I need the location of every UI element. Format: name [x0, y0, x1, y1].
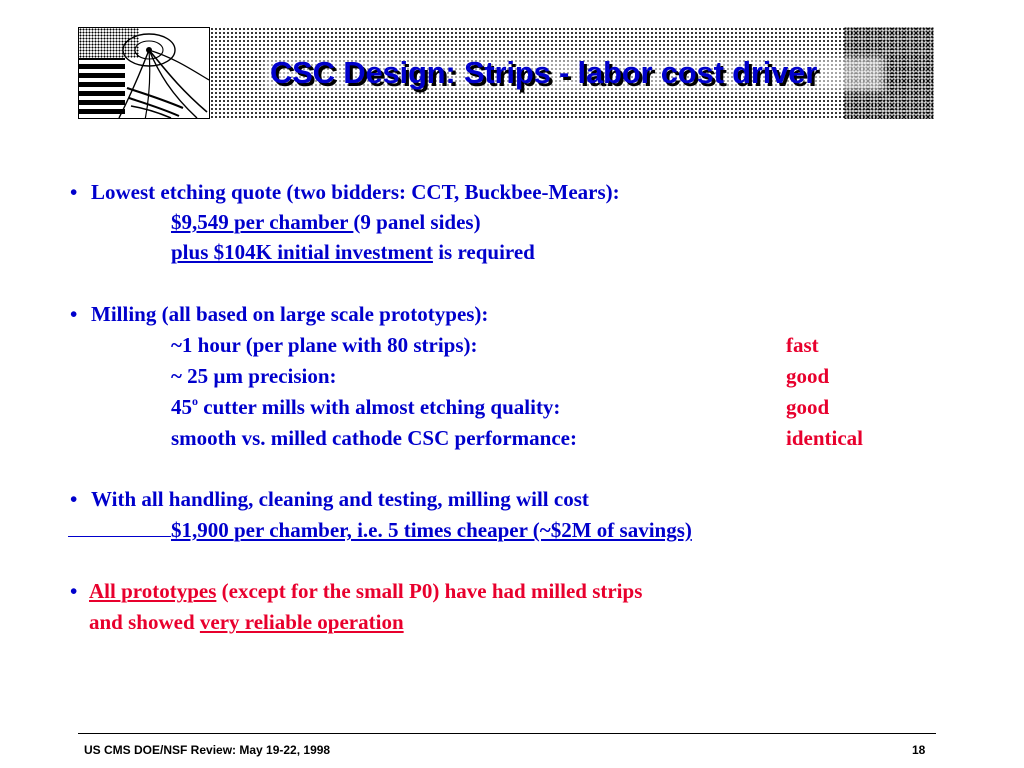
milling-row-value: good [786, 395, 830, 419]
prototypes-detail: (except for the small P0) have had milled strips [216, 579, 643, 603]
degree-superscript: o [192, 394, 198, 408]
etching-price-detail: (9 panel sides) [353, 210, 481, 234]
investment-link: plus $104K initial investment [171, 240, 433, 264]
bullet-marker: • [70, 487, 78, 511]
investment-detail: is required [432, 240, 535, 264]
slide-title: CSC Design: Strips - labor cost driver [270, 55, 818, 90]
bullet-1-price-line [171, 210, 481, 234]
bullet-1-text: Lowest etching quote (two bidders: CCT, Buckbee-Mears): [91, 180, 620, 204]
milling-row-label [171, 364, 337, 388]
bullet-marker: • [70, 579, 78, 603]
angle-value: 45 [171, 395, 192, 419]
bullet-4-second-line [89, 610, 404, 634]
milling-row-value: identical [786, 426, 863, 450]
showed-text: and showed [89, 610, 200, 634]
prototypes-link: All prototypes [89, 579, 217, 603]
milling-row-value: fast [786, 333, 819, 357]
micro-symbol: µ [213, 364, 226, 388]
bullet-4-text [89, 579, 642, 603]
milling-row-label [171, 395, 560, 419]
header-banner [78, 27, 934, 119]
page-number: 18 [912, 743, 926, 757]
bullet-3-savings-line [68, 518, 692, 542]
milling-row-label: smooth vs. milled cathode CSC performance: [171, 426, 577, 450]
reliable-operation-link: very reliable operation [199, 610, 404, 634]
etching-price-link: $9,549 per chamber [171, 210, 354, 234]
footer-divider [78, 733, 936, 734]
bullet-2-text: Milling (all based on large scale prototypes): [91, 302, 489, 326]
milling-row-label: ~1 hour (per plane with 80 strips): [171, 333, 478, 357]
cms-logo [78, 27, 210, 119]
savings-link: $1,900 per chamber, i.e. 5 times cheaper (~$2M of savings) [171, 518, 692, 542]
bullet-3-text: With all handling, cleaning and testing, milling will cost [91, 487, 589, 511]
bullet-1-investment-line [171, 240, 535, 264]
underline-lead [68, 518, 171, 537]
cutter-description: cutter mills with almost etching quality: [198, 395, 561, 419]
bullet-marker: • [70, 180, 78, 204]
milling-row-value: good [786, 364, 830, 388]
footer-review-info: US CMS DOE/NSF Review: May 19-22, 1998 [84, 743, 331, 757]
precision-prefix: ~ 25 [171, 364, 214, 388]
bullet-marker: • [70, 302, 78, 326]
logo-tracks-icon [79, 28, 210, 119]
precision-suffix: m precision: [225, 364, 337, 388]
